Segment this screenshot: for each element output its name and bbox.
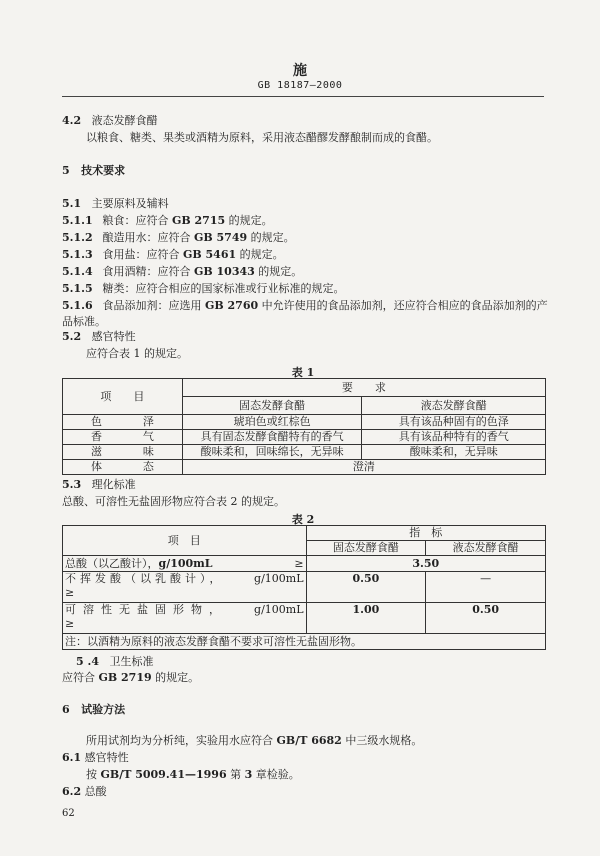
section-6-text (86, 734, 422, 748)
section-5-1-2 (62, 231, 295, 245)
section-number: 4.2 (62, 114, 82, 127)
section-title: 液态发酵食醋 (91, 114, 158, 127)
section-number: 6.1 (62, 751, 82, 764)
table-cell-item (63, 556, 307, 572)
ge-symbol: ≥ (65, 586, 75, 599)
item-unit: g/100mL (158, 556, 213, 570)
table-cell-item: 体态 (63, 460, 183, 475)
section-title: 感官特性 (91, 330, 136, 343)
section-number: 5.1.5 (62, 282, 93, 295)
table-2-caption: 表 2 (291, 513, 315, 526)
standard-ref: GB 2719 (98, 671, 152, 684)
section-6-1-text (86, 768, 300, 782)
item-unit: g/100mL (254, 572, 304, 585)
section-5-3-heading (62, 478, 136, 492)
section-number: 5.3 (62, 478, 82, 491)
table-2-header-liquid: 液态发酵食醋 (426, 541, 546, 556)
section-5-1-4 (62, 265, 302, 279)
table-1-header-solid: 固态发酵食醋 (182, 397, 362, 415)
section-number: 5.1.2 (62, 231, 93, 244)
clause-text: 的规定。 (247, 231, 295, 244)
table-cell-item: 色泽 (63, 415, 183, 430)
table-row (63, 430, 546, 445)
section-5-4-heading (76, 655, 153, 669)
standard-code: GB 18187—2000 (257, 80, 343, 91)
clause-text: 粮食：应符合 (102, 214, 172, 227)
item-unit: g/100mL (254, 603, 304, 616)
section-number: 5 (62, 164, 70, 177)
standard-ref: GB/T 6682 (276, 734, 342, 747)
table-1 (62, 378, 546, 475)
section-number: 5.1.6 (62, 299, 93, 312)
section-title: 理化标准 (91, 478, 136, 491)
table-cell-item (63, 572, 307, 603)
section-title: 感官特性 (84, 751, 129, 764)
clause-text: 的规定。 (236, 248, 284, 261)
clause-text: 的规定。 (254, 265, 303, 278)
table-cell: 酸味柔和，无异味 (362, 445, 546, 460)
clause-text: 酿造用水：应符合 (102, 231, 194, 244)
item-label: 不挥发酸（以乳酸计）， (65, 572, 225, 585)
standard-ref: GB 5461 (183, 248, 237, 261)
section-4-2-heading (62, 114, 158, 128)
table-cell: 具有该品种固有的色泽 (362, 415, 546, 430)
section-5-2-heading (62, 330, 136, 344)
table-2-header-solid: 固态发酵食醋 (306, 541, 426, 556)
section-number: 5 .4 (76, 655, 99, 668)
table-2 (62, 525, 546, 650)
section-number: 5.2 (62, 330, 82, 343)
section-6-2-heading (62, 785, 107, 799)
clause-text: 中三级水规格。 (341, 734, 423, 747)
table-cell: 具有固态发酵食醋特有的香气 (182, 430, 362, 445)
clause-text: 第 (226, 768, 245, 781)
section-number: 5.1 (62, 197, 82, 210)
header-title: 施 (293, 63, 307, 79)
clause-text: 章检验。 (252, 768, 300, 781)
section-number: 6 (62, 703, 70, 716)
standard-ref: GB 2760 (205, 299, 259, 312)
table-cell: — (426, 572, 546, 603)
standard-ref: GB 10343 (194, 265, 255, 278)
table-1-caption: 表 1 (291, 366, 315, 379)
clause-text: 糖类：应符合相应的国家标准或行业标准的规定。 (102, 282, 345, 295)
section-5-1-5 (62, 282, 345, 296)
table-cell: 酸味柔和，回味绵长，无异味 (182, 445, 362, 460)
table-note-row (63, 634, 546, 650)
table-cell: 0.50 (426, 603, 546, 634)
table-row (63, 556, 546, 572)
section-5-1-1 (62, 214, 273, 228)
standard-ref: GB 5749 (194, 231, 248, 244)
table-2-header-item: 项 目 (63, 526, 307, 556)
section-5-2-text: 应符合表 1 的规定。 (86, 347, 188, 360)
section-5-1-heading (62, 197, 169, 211)
section-5-heading (62, 164, 125, 178)
section-title: 卫生标准 (109, 655, 154, 668)
ge-symbol: ≥ (65, 617, 75, 630)
table-cell: 1.00 (306, 603, 426, 634)
table-row (63, 445, 546, 460)
clause-text: 的规定。 (225, 214, 273, 227)
section-number: 5.1.3 (62, 248, 93, 261)
section-number: 6.2 (62, 785, 82, 798)
clause-text: 的规定。 (151, 671, 200, 684)
standard-ref: GB 2715 (172, 214, 226, 227)
table-row (63, 603, 546, 634)
table-cell-item: 滋味 (63, 445, 183, 460)
section-5-1-6-continued: 品标准。 (62, 315, 106, 328)
chapter-number: 3 (244, 768, 253, 781)
table-cell: 琥珀色或红棕色 (182, 415, 362, 430)
page-number: 62 (62, 808, 75, 819)
table-1-header-item: 项 目 (63, 379, 183, 415)
table-2-header-indicators: 指 标 (306, 526, 545, 541)
table-1-header-requirements: 要 求 (182, 379, 545, 397)
clause-text: 中允许使用的食品添加剂，还应符合相应的食品添加剂的产 (258, 299, 548, 312)
table-row (63, 572, 546, 603)
table-cell-item: 香气 (63, 430, 183, 445)
clause-text: 应符合 (62, 671, 99, 684)
section-title: 总酸 (84, 785, 107, 798)
table-cell: 澄清 (182, 460, 545, 475)
table-cell: 3.50 (306, 556, 545, 572)
section-5-3-text: 总酸、可溶性无盐固形物应符合表 2 的规定。 (62, 495, 285, 508)
ge-symbol: ≥ (294, 556, 304, 570)
table-cell-item (63, 603, 307, 634)
section-5-1-6 (62, 299, 548, 313)
clause-text: 食用酒精：应符合 (102, 265, 194, 278)
header-rule (62, 96, 544, 97)
item-label: 总酸（以乙酸计）， (65, 556, 159, 570)
table-cell: 具有该品种特有的香气 (362, 430, 546, 445)
section-6-heading (62, 703, 125, 717)
table-2-note: 注：以酒精为原料的液态发酵食醋不要求可溶性无盐固形物。 (63, 634, 546, 650)
table-row (63, 415, 546, 430)
section-6-1-heading (62, 751, 129, 765)
clause-text: 食品添加剂：应选用 (102, 299, 205, 312)
item-label: 可溶性无盐固形物， (65, 603, 227, 616)
section-title: 试验方法 (81, 703, 126, 716)
section-5-4-text (62, 671, 199, 685)
section-5-1-3 (62, 248, 284, 262)
section-number: 5.1.1 (62, 214, 93, 227)
standard-ref: GB/T 5009.41—1996 (100, 768, 227, 781)
clause-text: 食用盐：应符合 (102, 248, 183, 261)
section-title: 主要原料及辅料 (91, 197, 169, 210)
table-1-header-liquid: 液态发酵食醋 (362, 397, 546, 415)
clause-text: 所用试剂均为分析纯，实验用水应符合 (86, 734, 277, 747)
table-row (63, 460, 546, 475)
table-cell: 0.50 (306, 572, 426, 603)
section-4-2-text: 以粮食、糖类、果类或酒精为原料，采用液态醋醪发酵酿制而成的食醋。 (86, 131, 438, 144)
clause-text: 按 (86, 768, 101, 781)
section-title: 技术要求 (81, 164, 126, 177)
section-number: 5.1.4 (62, 265, 93, 278)
